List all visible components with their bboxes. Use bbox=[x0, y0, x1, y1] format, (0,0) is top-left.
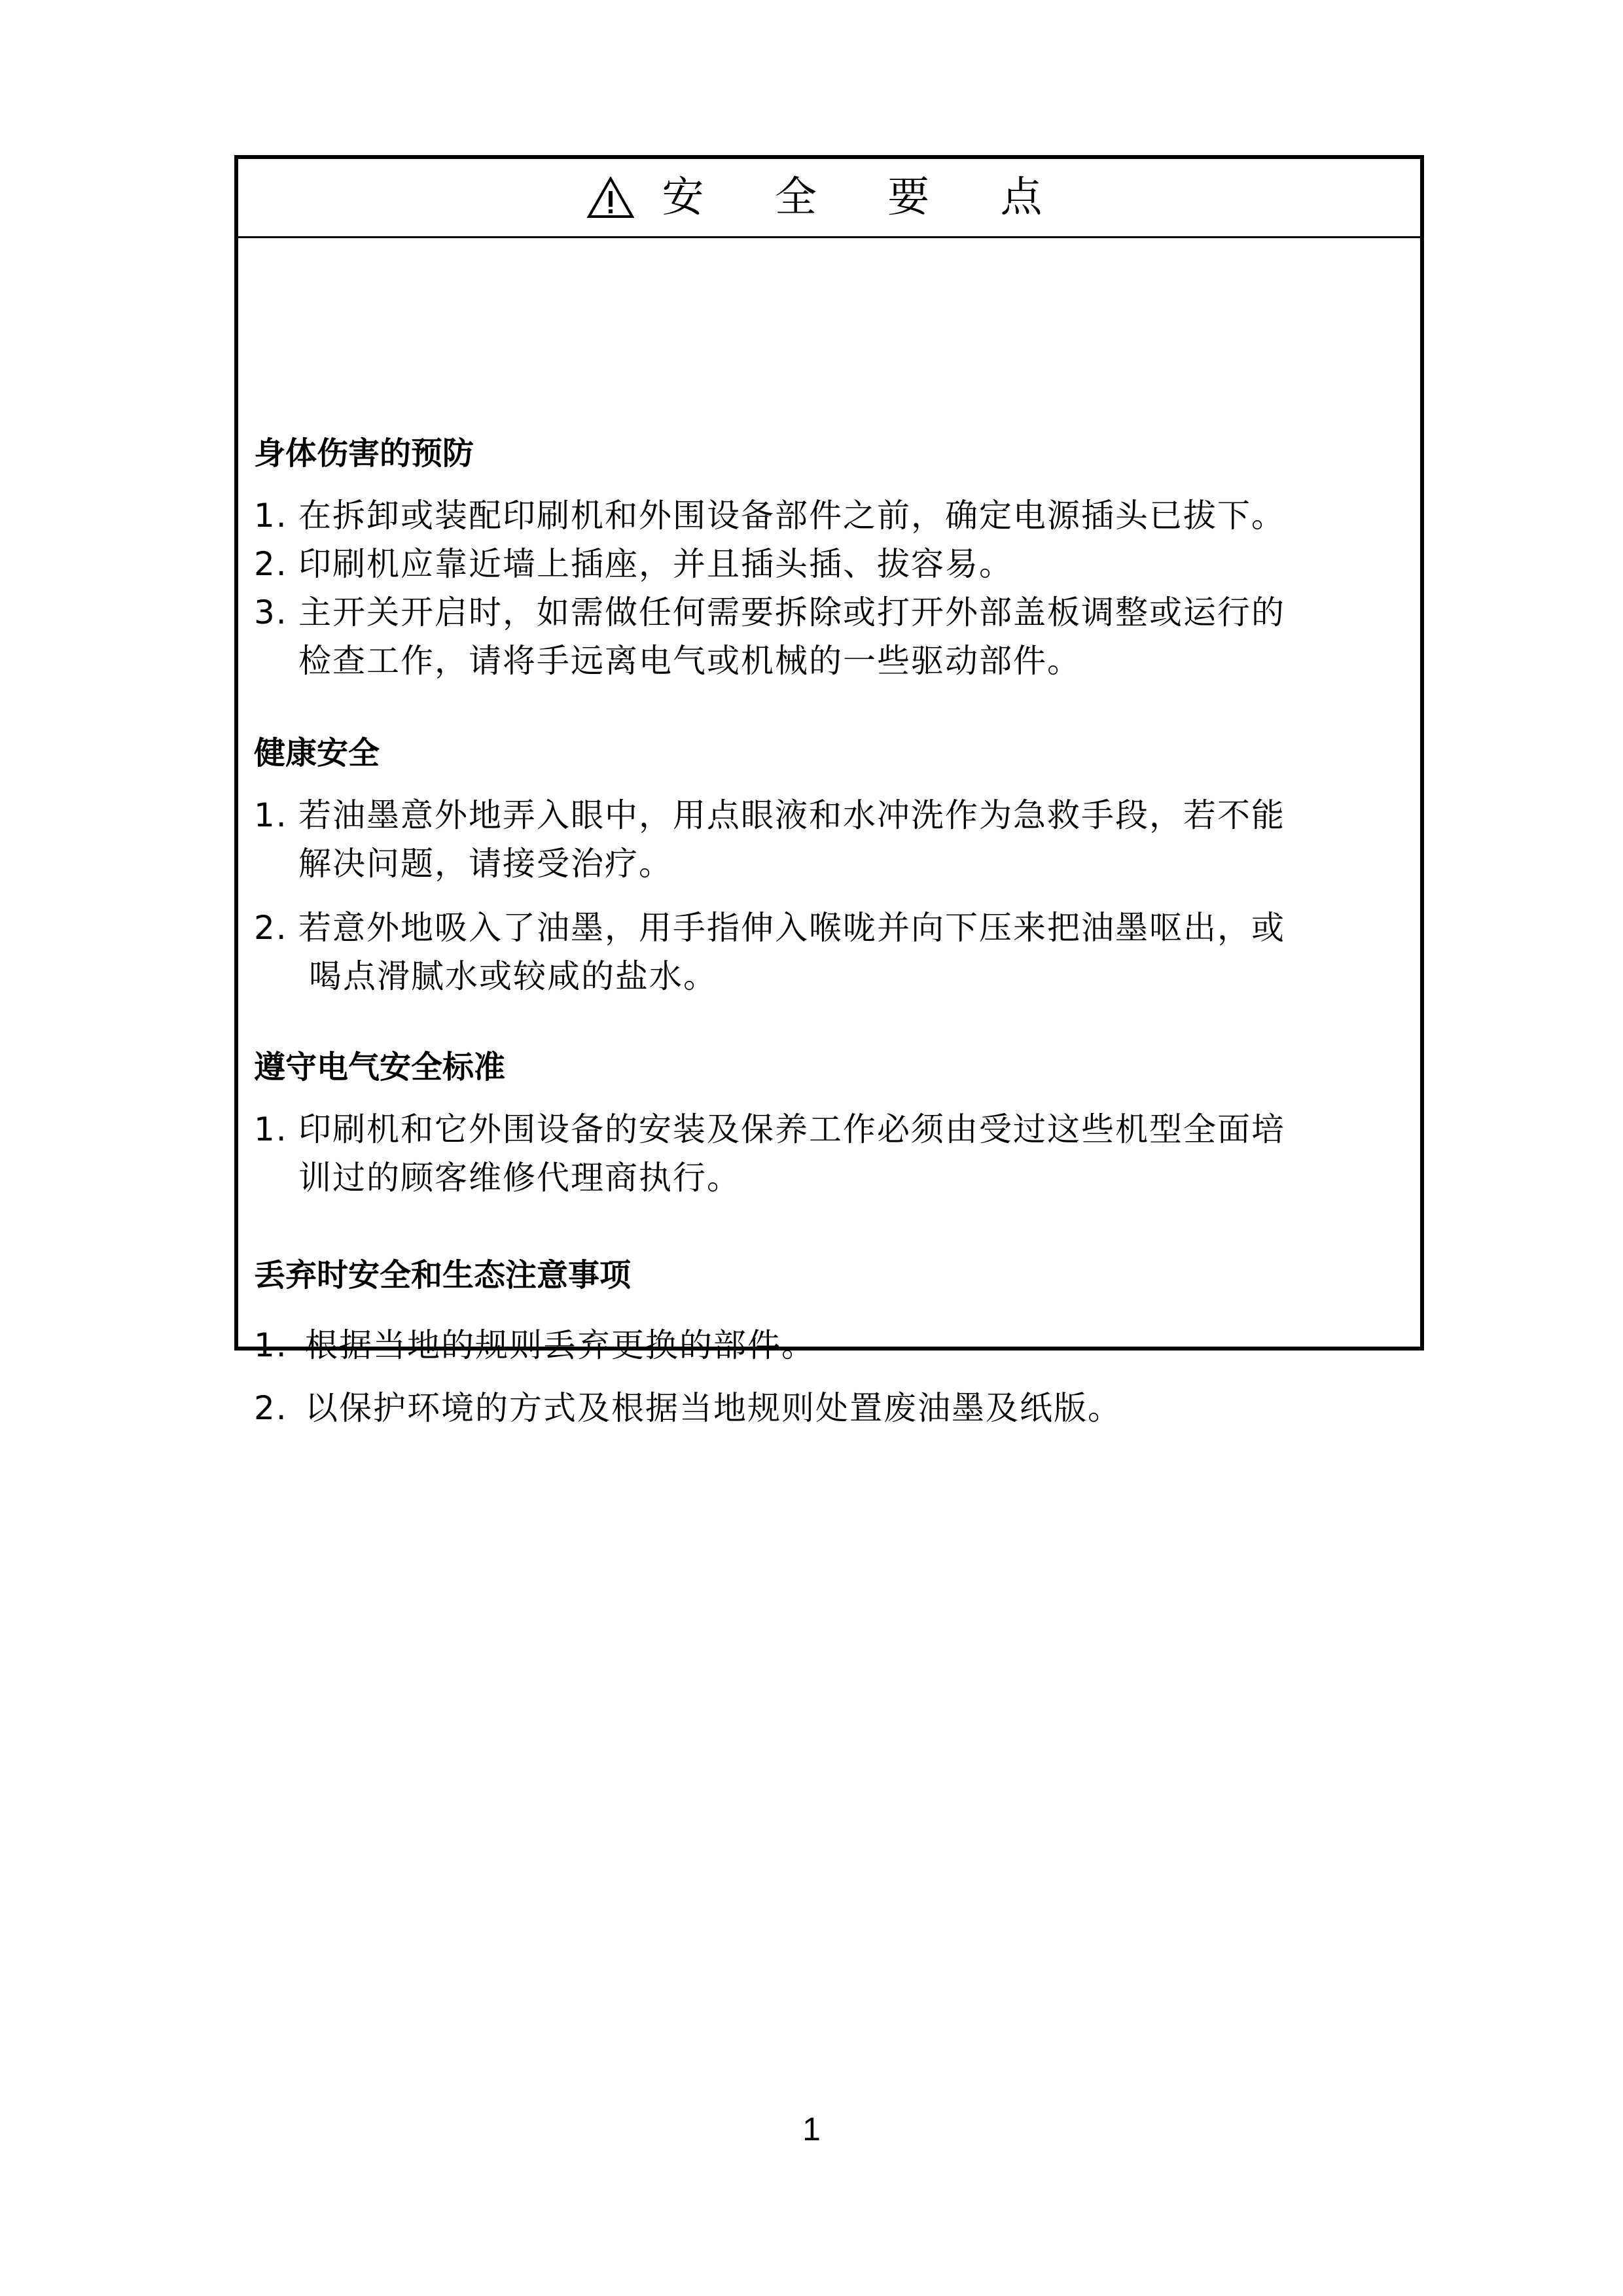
warning-triangle-icon bbox=[587, 177, 634, 219]
item-text-continued: 喝点滑腻水或较咸的盐水。 bbox=[309, 957, 717, 995]
list-item bbox=[254, 1384, 1400, 1432]
item-text: 若意外地吸入了油墨，用手指伸入喉咙并向下压来把油墨呕出，或 bbox=[298, 909, 1285, 947]
item-number: 1. bbox=[254, 1110, 288, 1148]
item-number: 2. bbox=[254, 909, 288, 947]
item-number: 2. bbox=[254, 1389, 288, 1427]
section-heading: 身体伤害的预防 bbox=[254, 435, 474, 472]
safety-notice-box bbox=[234, 155, 1424, 1427]
list-item bbox=[254, 1105, 1400, 1202]
item-text: 若油墨意外地弄入眼中，用点眼液和水冲洗作为急救手段，若不能 bbox=[298, 796, 1285, 834]
item-text: 主开关开启时，如需做任何需要拆除或打开外部盖板调整或运行的 bbox=[298, 593, 1285, 631]
item-number: 1. bbox=[254, 796, 288, 834]
list-item bbox=[254, 904, 1400, 1000]
item-text: 印刷机和它外围设备的安装及保养工作必须由受过这些机型全面培 bbox=[298, 1110, 1285, 1148]
item-number: 1. bbox=[254, 497, 288, 535]
item-text: 在拆卸或装配印刷机和外围设备部件之前，确定电源插头已拔下。 bbox=[298, 497, 1285, 535]
title-bar bbox=[238, 159, 1420, 238]
item-text: 以保护环境的方式及根据当地规则处置废油墨及纸版。 bbox=[305, 1389, 1122, 1427]
list-item bbox=[254, 1321, 1400, 1369]
list-item bbox=[254, 588, 1400, 685]
item-text-continued: 解决问题，请接受治疗。 bbox=[298, 845, 673, 883]
section-disposal bbox=[254, 1256, 1400, 1432]
section-health-safety bbox=[254, 733, 1400, 1000]
section-heading: 健康安全 bbox=[254, 735, 380, 771]
item-number: 1. bbox=[254, 1326, 288, 1364]
item-text: 根据当地的规则丢弃更换的部件。 bbox=[305, 1326, 815, 1364]
item-number: 2. bbox=[254, 545, 288, 583]
section-injury-prevention bbox=[254, 434, 1400, 685]
page-number: 1 bbox=[802, 2111, 821, 2147]
list-item bbox=[254, 491, 1400, 540]
section-heading: 遵守电气安全标准 bbox=[254, 1049, 506, 1086]
section-heading: 丢弃时安全和生态注意事项 bbox=[254, 1257, 632, 1294]
page-title: 安 全 要 点 bbox=[662, 173, 1071, 222]
item-text-continued: 检查工作，请将手远离电气或机械的一些驱动部件。 bbox=[298, 642, 1081, 680]
item-number: 3. bbox=[254, 593, 288, 631]
item-text-continued: 训过的顾客维修代理商执行。 bbox=[298, 1159, 741, 1197]
section-electrical-standards bbox=[254, 1048, 1400, 1202]
list-item bbox=[254, 540, 1400, 588]
list-item bbox=[254, 791, 1400, 888]
item-text: 印刷机应靠近墙上插座，并且插头插、拔容易。 bbox=[298, 545, 1013, 583]
